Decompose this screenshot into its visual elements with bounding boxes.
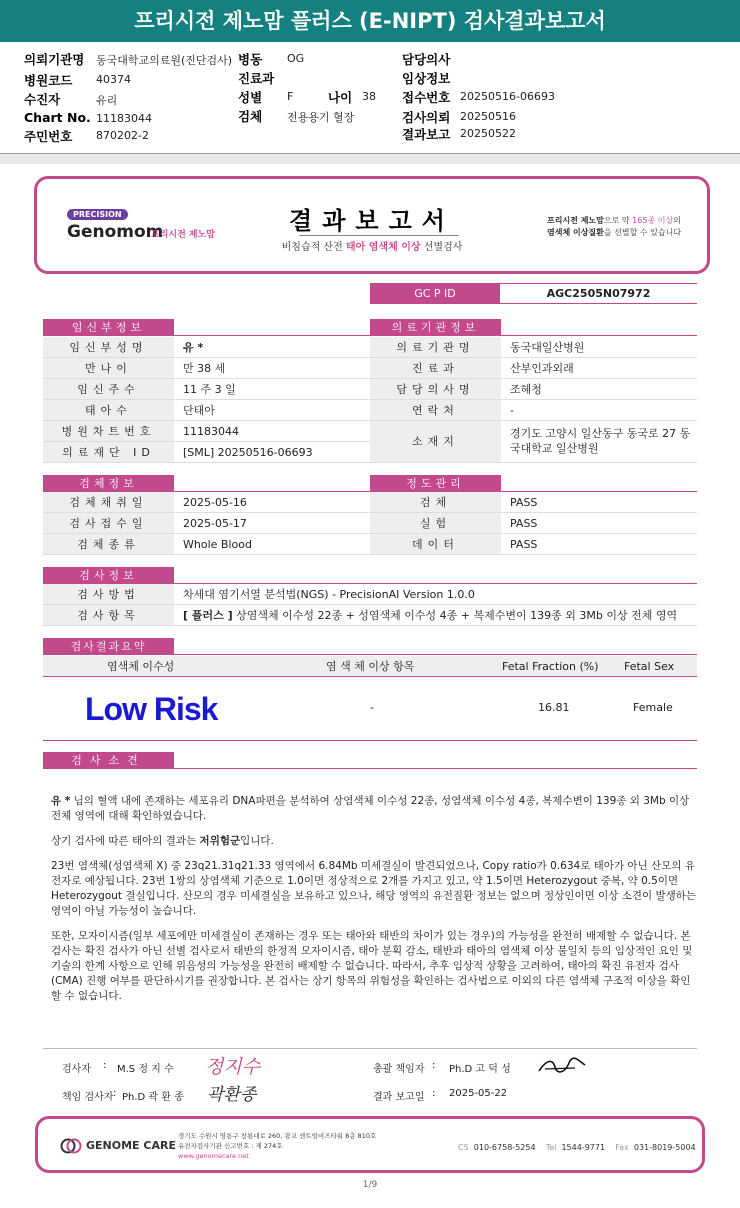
precision-badge: PRECISION	[67, 209, 128, 220]
report-heading: 결과보고서	[289, 207, 455, 235]
header-label: 임상정보	[402, 71, 451, 86]
chief-signature-icon	[535, 1055, 589, 1077]
header-value: F	[287, 90, 294, 103]
abnormal-item: -	[370, 701, 374, 714]
institution-row: 담당의사명 조혜청	[370, 379, 697, 400]
colon: :	[432, 1088, 436, 1099]
header-value: OG	[287, 52, 305, 65]
footer-url[interactable]: www.genomecare.net	[178, 1152, 249, 1160]
header-value: 20250516-06693	[460, 90, 555, 103]
examiner-name: M.S 정 지 수	[117, 1064, 174, 1075]
genome-care-logo-icon	[60, 1137, 82, 1155]
header-label: 병원코드	[24, 73, 73, 88]
banner-note: 프리시전 제노맘으로 약 165종 이상의 염색체 이상질환을 선별할 수 있습니다	[547, 216, 682, 237]
report-date-label: 결과 보고일	[373, 1092, 425, 1103]
header-label: 의뢰기관명	[24, 52, 85, 67]
section-findings-header: 검사소견	[43, 752, 174, 769]
colon: :	[103, 1060, 107, 1071]
section-line	[174, 567, 697, 584]
qc-row: 데이터 PASS	[370, 534, 697, 555]
test-method-row: 검사방법 차세대 염기서열 분석법(NGS) - PrecisionAI Version 1.0.0	[43, 584, 697, 605]
responsible-signature: 곽환종	[207, 1085, 257, 1105]
header-label: 주민번호	[24, 129, 73, 144]
summary-result-row	[43, 677, 697, 741]
test-items-row: 검사항목 [ 플러스 ] 상염색체 이수성 22종 + 성염색체 이수성 4종 + 복제수변이 139종 외 3Mb 이상 전체 영역	[43, 605, 697, 626]
gcpid-value: AGC2505N07972	[500, 283, 697, 304]
fetal-fraction: 16.81	[538, 701, 570, 714]
genomom-logo: Genomom	[67, 222, 164, 242]
header-label: 병동	[238, 52, 263, 67]
specimen-row: 검체채취일 2025-05-16	[43, 492, 370, 513]
header-label: 접수번호	[402, 90, 451, 105]
findings-text	[51, 794, 697, 1004]
header-label: 결과보고	[402, 127, 451, 142]
summary-col-aneuploidy: 염색체 이수성	[107, 660, 175, 673]
report-date: 2025-05-22	[449, 1088, 508, 1099]
chief-name: Ph.D 고 덕 성	[449, 1064, 511, 1075]
section-summary-header: 검사결과요약	[43, 638, 174, 655]
section-pregnant-header: 임신부정보	[43, 319, 174, 336]
pregnant-row: 임신부성명 유 *	[43, 337, 370, 358]
pregnant-row: 병원차트번호 11183044	[43, 421, 370, 442]
header-value: 유리	[96, 94, 118, 107]
header-value: 40374	[96, 73, 131, 86]
section-line	[174, 752, 697, 769]
header-label: 담당의사	[402, 52, 451, 67]
page-number: 1/9	[362, 1180, 378, 1190]
header-label: 성별	[238, 90, 263, 105]
findings-paragraph: 상기 검사에 따른 태아의 결과는 저위험군입니다.	[51, 835, 274, 847]
genome-care-logo: GENOME CARE	[86, 1139, 176, 1152]
header-label: 나이	[328, 90, 353, 105]
summary-col-sex: Fetal Sex	[624, 660, 675, 673]
examiner-signature: 정지수	[205, 1056, 261, 1078]
header-value: 전용용기 혈장	[287, 111, 355, 124]
gcpid-label: GC P ID	[370, 283, 500, 304]
section-line	[501, 319, 697, 336]
institution-row: 진료과 산부인과외래	[370, 358, 697, 379]
section-institution-header: 의료기관정보	[370, 319, 501, 336]
institution-address-row: 소재지 경기도 고양시 일산동구 동국로 27 동 국대학교 일산병원	[370, 421, 697, 463]
colon: :	[432, 1060, 436, 1071]
header-label: 수진자	[24, 92, 61, 107]
header-value: 20250516	[460, 110, 516, 123]
footer-phones: CS 010-6758-5254 Tel 1544-9771 Fax 031-8019-5004	[458, 1143, 696, 1152]
header-value: 동국대학교의료원(진단검사)	[96, 54, 233, 67]
summary-col-abnormal: 염 색 체 이상 항목	[326, 660, 415, 673]
summary-col-ff: Fetal Fraction (%)	[502, 660, 599, 673]
report-title-bar: 프리시전 제노맘 플러스 (E-NIPT) 검사결과보고서	[0, 0, 740, 42]
section-line	[501, 475, 697, 492]
responsible-label: 책임 검사자	[62, 1092, 114, 1103]
qc-row: 검체 PASS	[370, 492, 697, 513]
signature-divider	[43, 1048, 697, 1049]
report-subheading: 비침습적 산전 태아 염색체 이상 선별검사	[281, 242, 463, 253]
footer-address: 경기도 수원시 영통구 창룡대로 260, 광교 센트럴비즈타워 8층 810호 유전자검사기관 신고번호 : 제 274호 www.genomecare.net	[178, 1132, 377, 1160]
header-label: Chart No.	[24, 110, 91, 125]
specimen-row: 검체종류 Whole Blood	[43, 534, 370, 555]
section-qc-header: 정도관리	[370, 475, 501, 492]
header-label: 검사의뢰	[402, 110, 451, 125]
genomom-logo-kr: 프리시전 제노맘	[151, 230, 215, 240]
header-value: 870202-2	[96, 129, 149, 142]
pregnant-row: 태아수 단태아	[43, 400, 370, 421]
risk-result: Low Risk	[85, 691, 218, 727]
header-label: 진료과	[238, 71, 275, 86]
separator-band	[0, 154, 740, 164]
header-value: 38	[362, 90, 376, 103]
header-label: 검체	[238, 109, 263, 124]
institution-row: 연락처 -	[370, 400, 697, 421]
section-line	[174, 638, 697, 655]
findings-paragraph: 23번 염색체(성염색체 X) 중 23q21.31q21.33 영역에서 6.84Mb 미세결실이 발견되었으나, Copy ratio가 0.634로 태아가 아닌 산모의 유전자로 예상됩니다. 23번 1쌍의 상염색체 기준으로 1.0이면 정상적으로 2개를 가지고 있고, 약 1.5이면 Heterozygout 중복, 약 0.5이면 Heterozygout 결실입니다. 산모의 경우 미세결실을 보유하고 있으나, 해당 영역의 유전질환 정보는 없으며 정상인이면 이상 소견이 발생하는 영역이 아닐 가능성이 높습니다.	[51, 860, 697, 917]
section-line	[174, 319, 370, 336]
header-value: 20250522	[460, 127, 516, 140]
heading-underline	[299, 235, 459, 236]
section-test-header: 검사정보	[43, 567, 174, 584]
fetal-sex: Female	[633, 701, 673, 714]
specimen-row: 검사접수일 2025-05-17	[43, 513, 370, 534]
pregnant-row: 의료재단 ID [SML] 20250516-06693	[43, 442, 370, 463]
pregnant-row: 임신주수 11 주 3 일	[43, 379, 370, 400]
section-specimen-header: 검체정보	[43, 475, 174, 492]
summary-table-header	[43, 656, 697, 677]
responsible-name: Ph.D 곽 환 종	[122, 1092, 184, 1103]
qc-row: 실험 PASS	[370, 513, 697, 534]
footer-box	[35, 1116, 705, 1173]
chief-label: 총괄 책임자	[373, 1064, 425, 1075]
findings-paragraph: 유 * 님의 혈액 내에 존재하는 세포유리 DNA파편을 분석하여 상염색체 이수성 22종, 성염색체 이수성 4종, 복제수변이 139종 외 3Mb 이상 전체 영역에 대해 확인하였습니다.	[51, 795, 690, 822]
colon: :	[113, 1088, 117, 1099]
institution-row: 의료기관명 동국대일산병원	[370, 337, 697, 358]
pregnant-row: 만나이 만 38 세	[43, 358, 370, 379]
report-banner	[34, 176, 710, 274]
header-info	[0, 42, 740, 154]
header-value: 11183044	[96, 112, 152, 125]
section-line	[174, 475, 370, 492]
findings-paragraph: 또한, 모자이시즘(일부 세포에만 미세결실이 존재하는 경우 또는 태아와 태반의 차이가 있는 경우)의 가능성을 완전히 배제할 수 없습니다. 본 검사는 확진 검사가 아닌 선별 검사로서 태반의 한정적 모자이시즘, 태아 분획 감소, 태반과 태아의 염색체 이상 불일치 등의 임상적인 요인 및 기술의 한계 사항으로 인해 위음성의 가능성을 완전히 배제할 수 없습니다. 따라서, 추후 임상적 상황을 고려하여, 태아의 확진 유전자 검사(CMA) 진행 여부를 판단하시기를 권장합니다. 본 검사는 상기 항목의 위험성을 확인하는 검사법으로 이외의 다른 염색체 구조적 이상을 확인할 수 없습니다.	[51, 930, 693, 1002]
examiner-label: 검사자	[62, 1064, 91, 1075]
